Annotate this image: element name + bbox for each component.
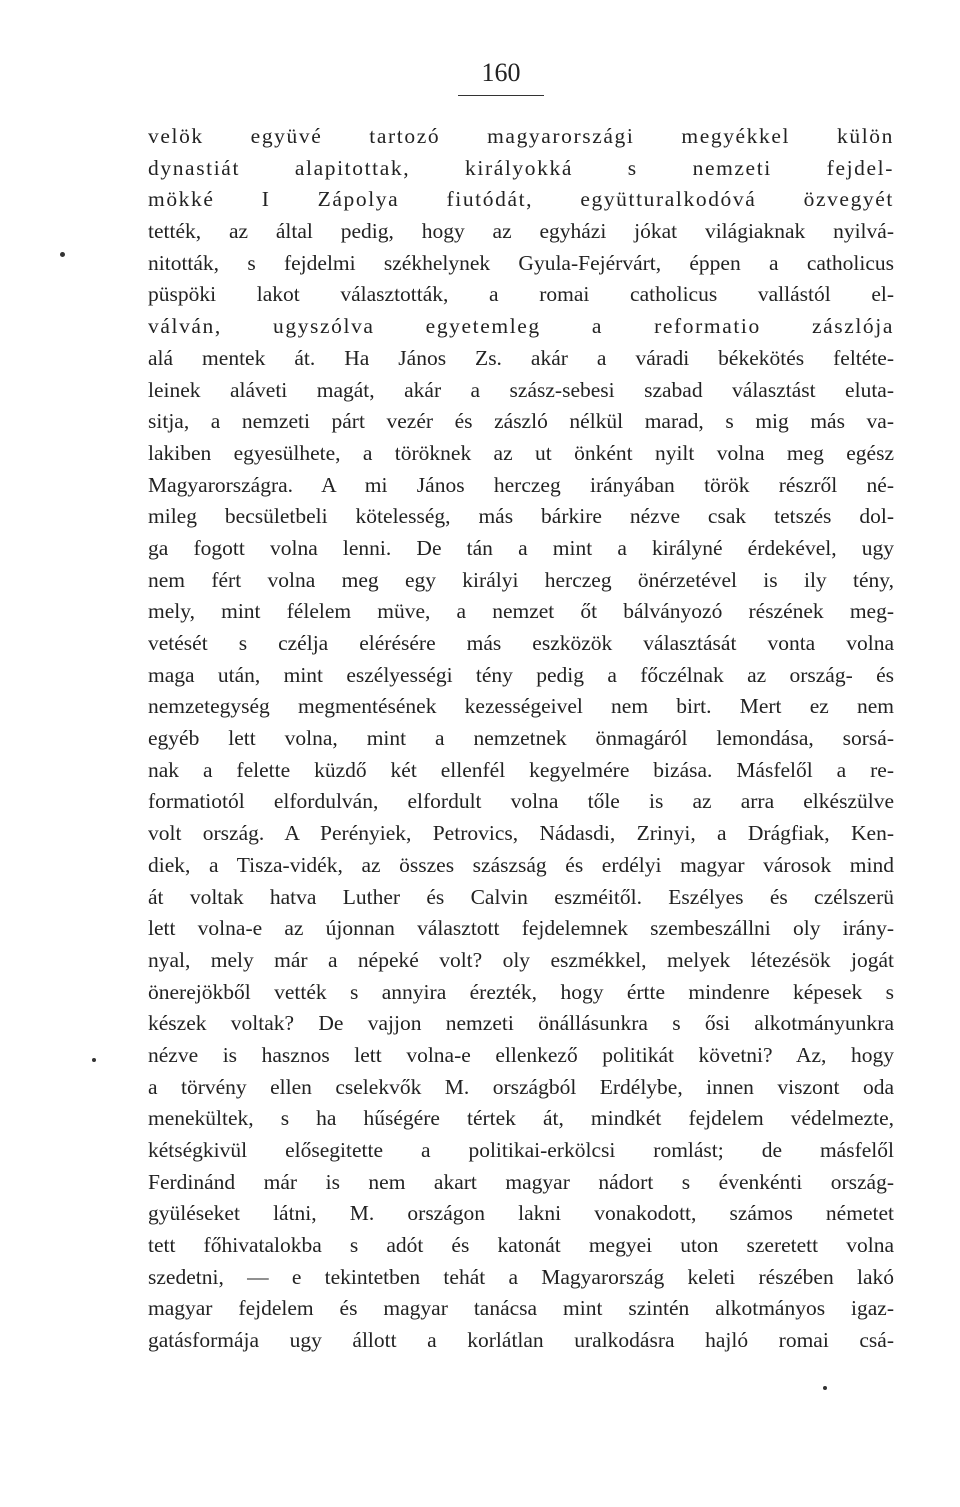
text-line: magyar fejdelem és magyar tanácsa mint szintén alkotmányos igaz- — [148, 1296, 894, 1321]
text-line: Ferdinánd már is nem akart magyar nádort s évenkénti ország- — [148, 1169, 894, 1194]
text-line: kétségkivül elősegitette a politikai-erkölcsi romlást; de másfelől — [148, 1138, 894, 1162]
text-line: gatásformája ugy állott a korlátlan uralkodásra hajló romai csá- — [148, 1328, 894, 1353]
text-line: nak a felette küzdő két ellenfél kegyelmére bizása. Másfelől a re- — [148, 757, 894, 782]
text-line: nézve is hasznos lett volna-e ellenkező politikát követni? Az, hogy — [148, 1042, 894, 1067]
body-text — [148, 121, 894, 1357]
text-line: alá mentek át. Ha János Zs. akár a váradi békekötés feltéte- — [148, 345, 894, 370]
text-line: maga után, mint eszélyességi tény pedig a főczélnak az ország- és — [148, 662, 894, 687]
text-line: tett főhivatalokba s adót és katonát megyei uton szeretett volna — [148, 1233, 894, 1258]
text-line: lakiben egyesülhete, a töröknek az ut önként nyilt volna meg egész — [148, 440, 894, 465]
text-line: mely, mint félelem müve, a nemzet őt bálványozó részének meg- — [148, 599, 894, 624]
text-line: gyüléseket látni, M. országon lakni vonakodott, számos németet — [148, 1201, 894, 1226]
text-line: formatiotól elfordulván, elfordult volna tőle is az arra elkészülve — [148, 789, 894, 814]
text-line: nem fért volna meg egy királyi herczeg önérzetével is ily tény, — [148, 567, 894, 592]
text-line: lett volna-e az újonnan választott fejdelemnek szembeszállni oly irány- — [148, 916, 894, 941]
text-line: készek voltak? De vajjon nemzeti önállásunkra s ősi alkotmányunkra — [148, 1011, 894, 1036]
text-line: válván, ugyszólva egyetemleg a reformatio zászlója — [148, 314, 894, 339]
margin-speck — [92, 1058, 96, 1062]
text-line: vetését s czélja elérésére más eszközök választását vonta volna — [148, 631, 894, 655]
text-line: egyéb lett volna, mint a nemzetnek önmagáról lemondása, sorsá- — [148, 726, 894, 751]
text-line: Magyarországra. A mi János herczeg irányában török részről né- — [148, 472, 894, 497]
text-line: mileg becsületbeli kötelesség, más bárkire nézve csak tetszés dol- — [148, 504, 894, 529]
text-line: diek, a Tisza-vidék, az összes szászság és erdélyi magyar városok mind — [148, 852, 894, 877]
page-number: 160 — [481, 58, 521, 87]
page-number-rule — [458, 95, 544, 96]
margin-speck — [823, 1386, 827, 1390]
text-line: leinek aláveti magát, akár a szász-sebesi szabad választást eluta- — [148, 377, 894, 402]
text-line: püspöki lakot választották, a romai catholicus vallástól el- — [148, 282, 894, 307]
text-line: át voltak hatva Luther és Calvin eszméitől. Eszélyes és czélszerü — [148, 884, 894, 909]
margin-speck — [60, 252, 65, 257]
text-line: volt ország. A Perényiek, Petrovics, Nádasdi, Zrinyi, a Drágfiak, Ken- — [148, 821, 894, 846]
text-line: tették, az által pedig, hogy az egyházi jókat világiaknak nyilvá- — [148, 219, 894, 244]
text-line: nemzetegység megmentésének kezességeivel nem birt. Mert ez nem — [148, 694, 894, 719]
text-line: dynastiát alapitottak, királyokká s nemzeti fejdel- — [148, 155, 894, 180]
text-line: nyal, mely már a népeké volt? oly eszmékkel, melyek létezésök jogát — [148, 947, 894, 972]
text-line: velök együvé tartozó magyarországi megyékkel külön — [148, 124, 894, 148]
text-line: a törvény ellen cselekvők M. országból Erdélybe, innen viszont oda — [148, 1074, 894, 1099]
text-line: sitja, a nemzeti párt vezér és zászló nélkül marad, s mig más va- — [148, 409, 894, 434]
text-line: szedetni, — e tekintetben tehát a Magyarország keleti részében lakó — [148, 1264, 894, 1289]
text-line: mökké I Zápolya fiutódát, együtturalkodóvá özvegyét — [148, 187, 894, 212]
text-line: menekültek, s ha hűségére tértek át, mindkét fejdelem védelmezte, — [148, 1106, 894, 1131]
text-line: nitották, s fejdelmi székhelynek Gyula-Fejérvárt, éppen a catholicus — [148, 250, 894, 275]
text-line: önerejökből vették s annyira érezték, hogy értte mindenre képesek s — [148, 979, 894, 1004]
text-line: ga fogott volna lenni. De tán a mint a királyné érdekével, ugy — [148, 535, 894, 560]
